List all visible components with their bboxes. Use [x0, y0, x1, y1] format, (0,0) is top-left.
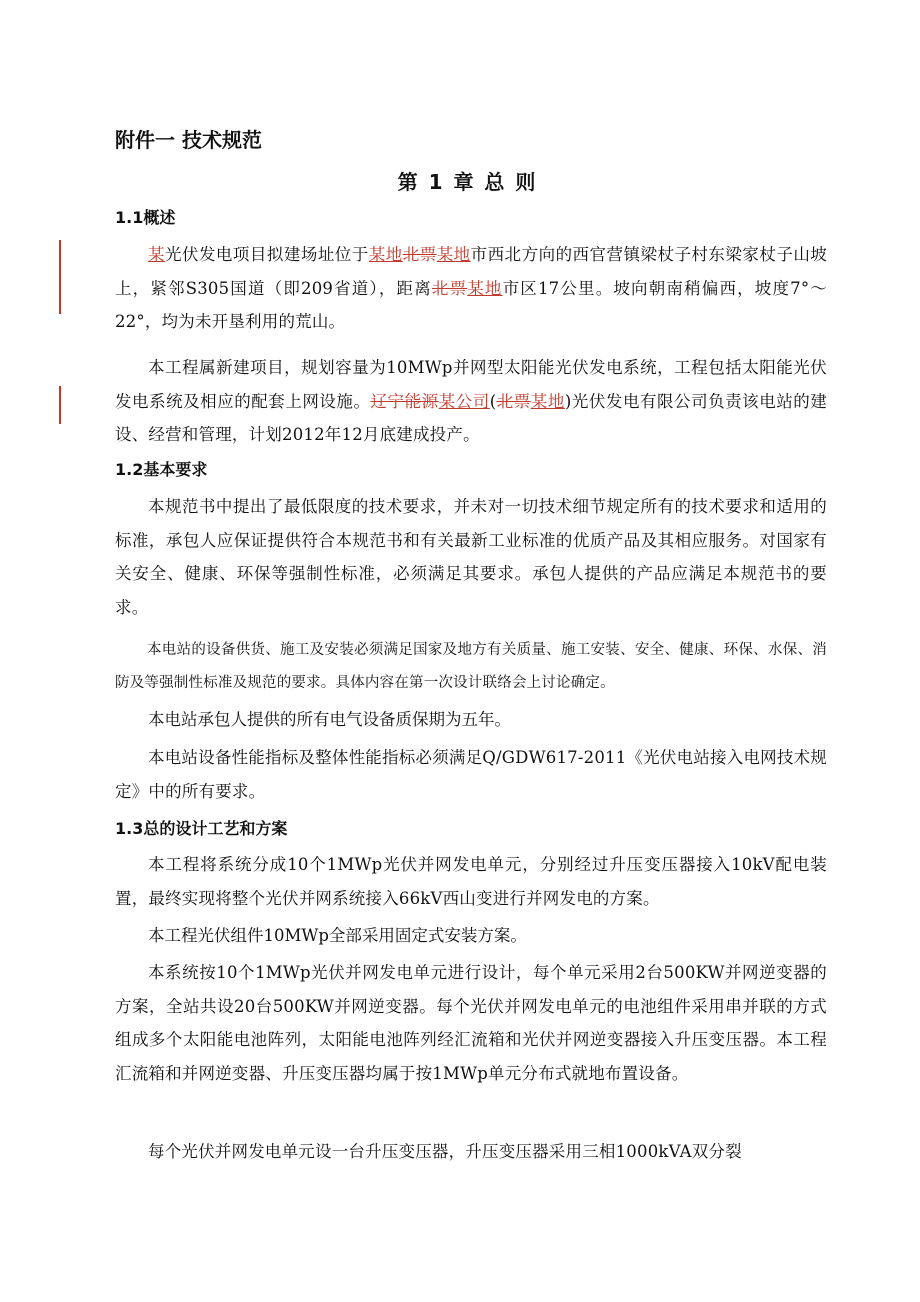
- deleted-text: 北票: [496, 391, 531, 411]
- deleted-text: 北票: [431, 278, 468, 298]
- paragraph-1-2-requirements: 本规范书中提出了最低限度的技术要求，并未对一切技术细节规定所有的技术要求和适用的标准，承包人应保证提供符合本规范书和有关最新工业标准的优质产品及其相应服务。对国家有关安全、健康、环保等强制性标准，必须满足其要求。承包人提供的产品应满足本规范书的要求。: [115, 497, 827, 617]
- section-heading-1-1: 1.1概述: [115, 208, 176, 227]
- section-heading-1-2: 1.2基本要求: [115, 460, 208, 479]
- paragraph-text: 市西北方向的西官营镇梁杖子村东梁家杖子山坡上，紧邻S305国道（即209省道），距离: [115, 245, 827, 298]
- paragraph-1-2-standards: 本电站的设备供货、施工及安装必须满足国家及地方有关质量、施工安装、安全、健康、环保、水保、消防及等强制性标准及规范的要求。具体内容在第一次设计联络会上讨论确定。: [115, 642, 827, 691]
- section-heading-1-3: 1.3总的设计工艺和方案: [115, 819, 288, 838]
- attachment-title: 附件一 技术规范: [115, 128, 262, 152]
- paragraph-text: 市区17公里。坡向朝南稍偏西，坡度7°～22°，均为未开垦利用的荒山。: [115, 278, 827, 331]
- deleted-text: 辽宁能源: [370, 391, 439, 411]
- revision-change-bar: [59, 386, 61, 424]
- paragraph-1-3-units: 本工程将系统分成10个1MWp光伏并网发电单元，分别经过升压变压器接入10kV配电装置，最终实现将整个光伏并网系统接入66kV西山变进行并网发电的方案。: [115, 855, 827, 908]
- paragraph-1-1-site: [115, 238, 827, 339]
- paragraph-1-3-inverters: 本系统按10个1MWp光伏并网发电单元进行设计，每个单元采用2台500KW并网逆变器的方案，全站共设20台500KW并网逆变器。每个光伏并网发电单元的电池组件采用串并联的方式组成多个太阳能电池阵列，太阳能电池阵列经汇流箱和光伏并网逆变器接入升压变压器。本工程汇流箱和并网逆变器、升压变压器均属于按1MWp单元分布式就地布置设备。: [115, 963, 827, 1083]
- paragraph-1-2-performance: 本电站设备性能指标及整体性能指标必须满足Q/GDW617-2011《光伏电站接入电网技术规定》中的所有要求。: [115, 748, 827, 801]
- paragraph-1-2-warranty: 本电站承包人提供的所有电气设备质保期为五年。: [148, 710, 511, 729]
- inserted-text: 某地: [530, 391, 565, 411]
- paragraph-text: )光伏发电有限公司负责该电站的建设、经营和管理，计划2012年12月底建成投产。: [115, 391, 828, 444]
- inserted-text: 某公司: [438, 391, 490, 411]
- paragraph-text: 光伏发电项目拟建场址位于: [164, 245, 369, 264]
- inserted-text: 某: [148, 245, 165, 264]
- inserted-text: 某地: [467, 278, 503, 298]
- revision-change-bar: [59, 240, 61, 314]
- paragraph-text: 本工程属新建项目，规划容量为10MWp并网型太阳能光伏发电系统，工程包括太阳能光伏发电系统及相应的配套上网设施。: [115, 358, 827, 411]
- paragraph-1-3-mounting: 本工程光伏组件10MWp全部采用固定式安装方案。: [148, 926, 527, 945]
- chapter-title: 第 1 章 总 则: [397, 170, 538, 194]
- paragraph-text: (: [489, 391, 497, 411]
- paragraph-1-1-project: [115, 351, 827, 452]
- inserted-text: 某地: [436, 245, 471, 264]
- deleted-text: 北票: [402, 245, 437, 264]
- inserted-text: 某地: [368, 245, 403, 264]
- paragraph-1-3-transformer: 每个光伏并网发电单元设一台升压变压器，升压变压器采用三相1000kVA双分裂: [148, 1142, 742, 1161]
